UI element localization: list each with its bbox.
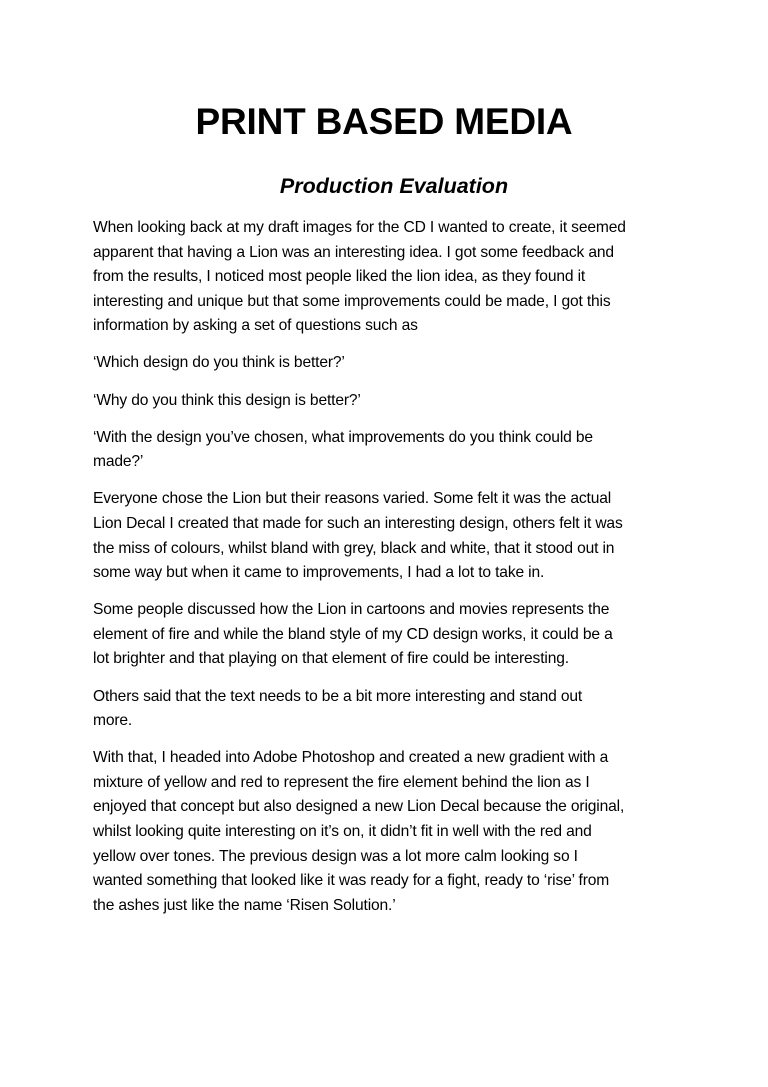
text-line: mixture of yellow and red to represent the fire element behind the lion as I — [93, 773, 590, 791]
text-line: ‘With the design you’ve chosen, what improvements do you think could be — [93, 428, 593, 446]
text-line: some way but when it came to improvements, I had a lot to take in. — [93, 564, 545, 582]
text-line: yellow over tones. The previous design was a lot more calm looking so I — [93, 847, 578, 865]
text-line: wanted something that looked like it was ready for a fight, ready to ‘rise’ from — [93, 872, 610, 890]
paragraph-question-1 — [93, 351, 683, 376]
text-line: With that, I headed into Adobe Photoshop and created a new gradient with a — [93, 749, 609, 767]
text-line: the ashes just like the name ‘Risen Solution.’ — [93, 896, 396, 914]
text-line: interesting and unique but that some improvements could be made, I got this — [93, 292, 611, 310]
text-line: information by asking a set of questions such as — [93, 317, 418, 335]
text-line: element of fire and while the bland style of my CD design works, it could be a — [93, 625, 613, 643]
text-line: whilst looking quite interesting on it’s on, it didn’t fit in well with the red and — [93, 822, 592, 840]
text-line: more. — [93, 712, 133, 730]
document-title: PRINT BASED MEDIA — [195, 101, 573, 142]
text-line: apparent that having a Lion was an interesting idea. I got some feedback and — [93, 243, 614, 261]
paragraph-fire-element — [93, 598, 683, 672]
document-subtitle: Production Evaluation — [279, 174, 509, 198]
paragraph-question-2 — [93, 389, 683, 414]
paragraph-question-3 — [93, 426, 683, 475]
text-line: Others said that the text needs to be a bit more interesting and stand out — [93, 687, 583, 705]
document-body — [93, 216, 683, 931]
text-line: Lion Decal I created that made for such an interesting design, others felt it was — [93, 514, 623, 532]
paragraph-text-feedback — [93, 685, 683, 734]
text-line: the miss of colours, whilst bland with grey, black and white, that it stood out in — [93, 539, 615, 557]
text-line: ‘Which design do you think is better?’ — [93, 354, 345, 372]
paragraph-photoshop — [93, 746, 683, 918]
text-line: lot brighter and that playing on that element of fire could be interesting. — [93, 650, 569, 668]
text-line: Everyone chose the Lion but their reasons varied. Some felt it was the actual — [93, 490, 612, 508]
text-line: from the results, I noticed most people liked the lion idea, as they found it — [93, 268, 586, 286]
paragraph-feedback — [93, 487, 683, 585]
text-line: Some people discussed how the Lion in cartoons and movies represents the — [93, 601, 610, 619]
text-line: ‘Why do you think this design is better?’ — [93, 391, 361, 409]
text-line: When looking back at my draft images for the CD I wanted to create, it seemed — [93, 219, 626, 236]
text-line: made?’ — [93, 453, 144, 471]
text-line: enjoyed that concept but also designed a new Lion Decal because the original, — [93, 798, 625, 816]
paragraph-intro — [93, 216, 683, 339]
